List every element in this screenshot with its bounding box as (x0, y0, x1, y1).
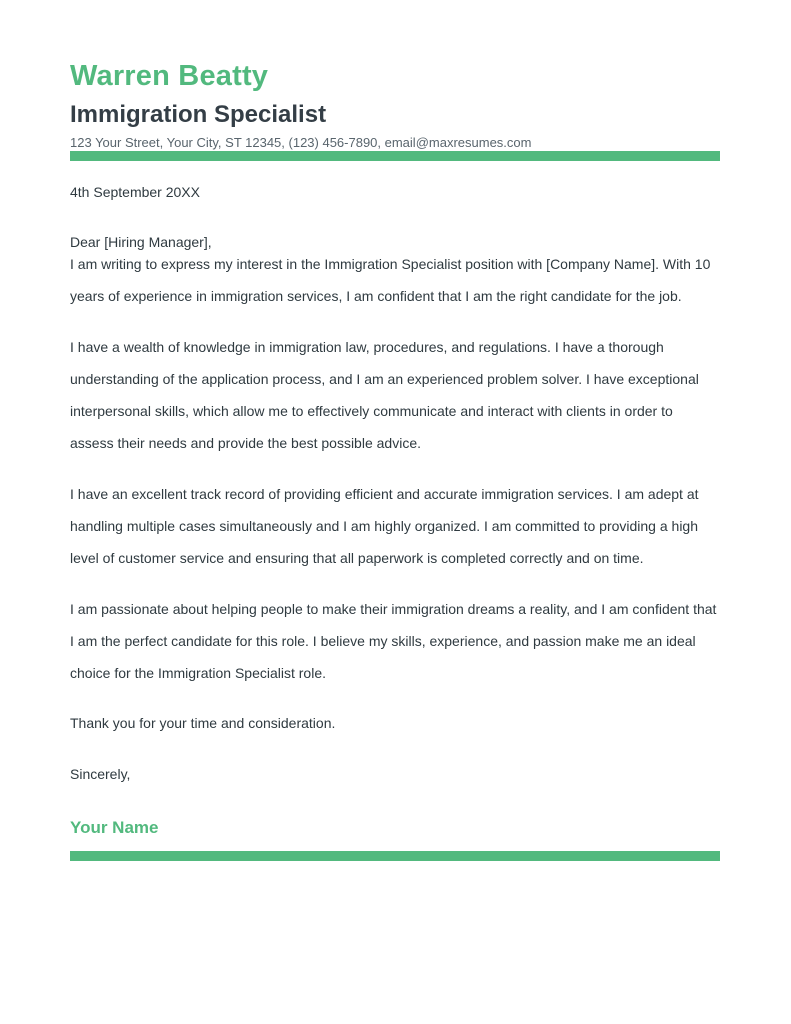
body-paragraph-3: I have an excellent track record of providing efficient and accurate immigration services. I am adept at handling multiple cases simultaneously and I am highly organized. I am committed to providing a high level of customer service and ensuring that all paperwork is completed correctly and on time. (70, 486, 699, 566)
applicant-name: Warren Beatty (70, 60, 269, 92)
body-paragraph-1: I am writing to express my interest in the Immigration Specialist position with [Company Name]. With 10 years of experience in immigration services, I am confident that I am the right candidate for the job. (70, 256, 711, 304)
contact-line: 123 Your Street, Your City, ST 12345, (123) 456-7890, email@maxresumes.com (70, 135, 532, 150)
signoff: Sincerely, (70, 766, 131, 782)
header-divider (70, 151, 720, 161)
body-paragraph-2: I have a wealth of knowledge in immigration law, procedures, and regulations. I have a thorough understanding of the application process, and I am an experienced problem solver. I have exceptional interpersonal skills, which allow me to effectively communicate and interact with clients in order to assess their needs and provide the best possible advice. (70, 339, 699, 451)
footer-divider (70, 851, 720, 861)
job-title: Immigration Specialist (70, 101, 327, 128)
salutation: Dear [Hiring Manager], (70, 234, 212, 250)
closing-thanks: Thank you for your time and consideration. (70, 715, 336, 731)
cover-letter-page (70, 58, 720, 861)
body-paragraph-4: I am passionate about helping people to make their immigration dreams a reality, and I am confident that I am the perfect candidate for this role. I believe my skills, experience, and passion make me an ideal choice for the Immigration Specialist role. (70, 601, 717, 681)
signature-name: Your Name (70, 818, 159, 837)
letter-date: 4th September 20XX (70, 184, 200, 200)
